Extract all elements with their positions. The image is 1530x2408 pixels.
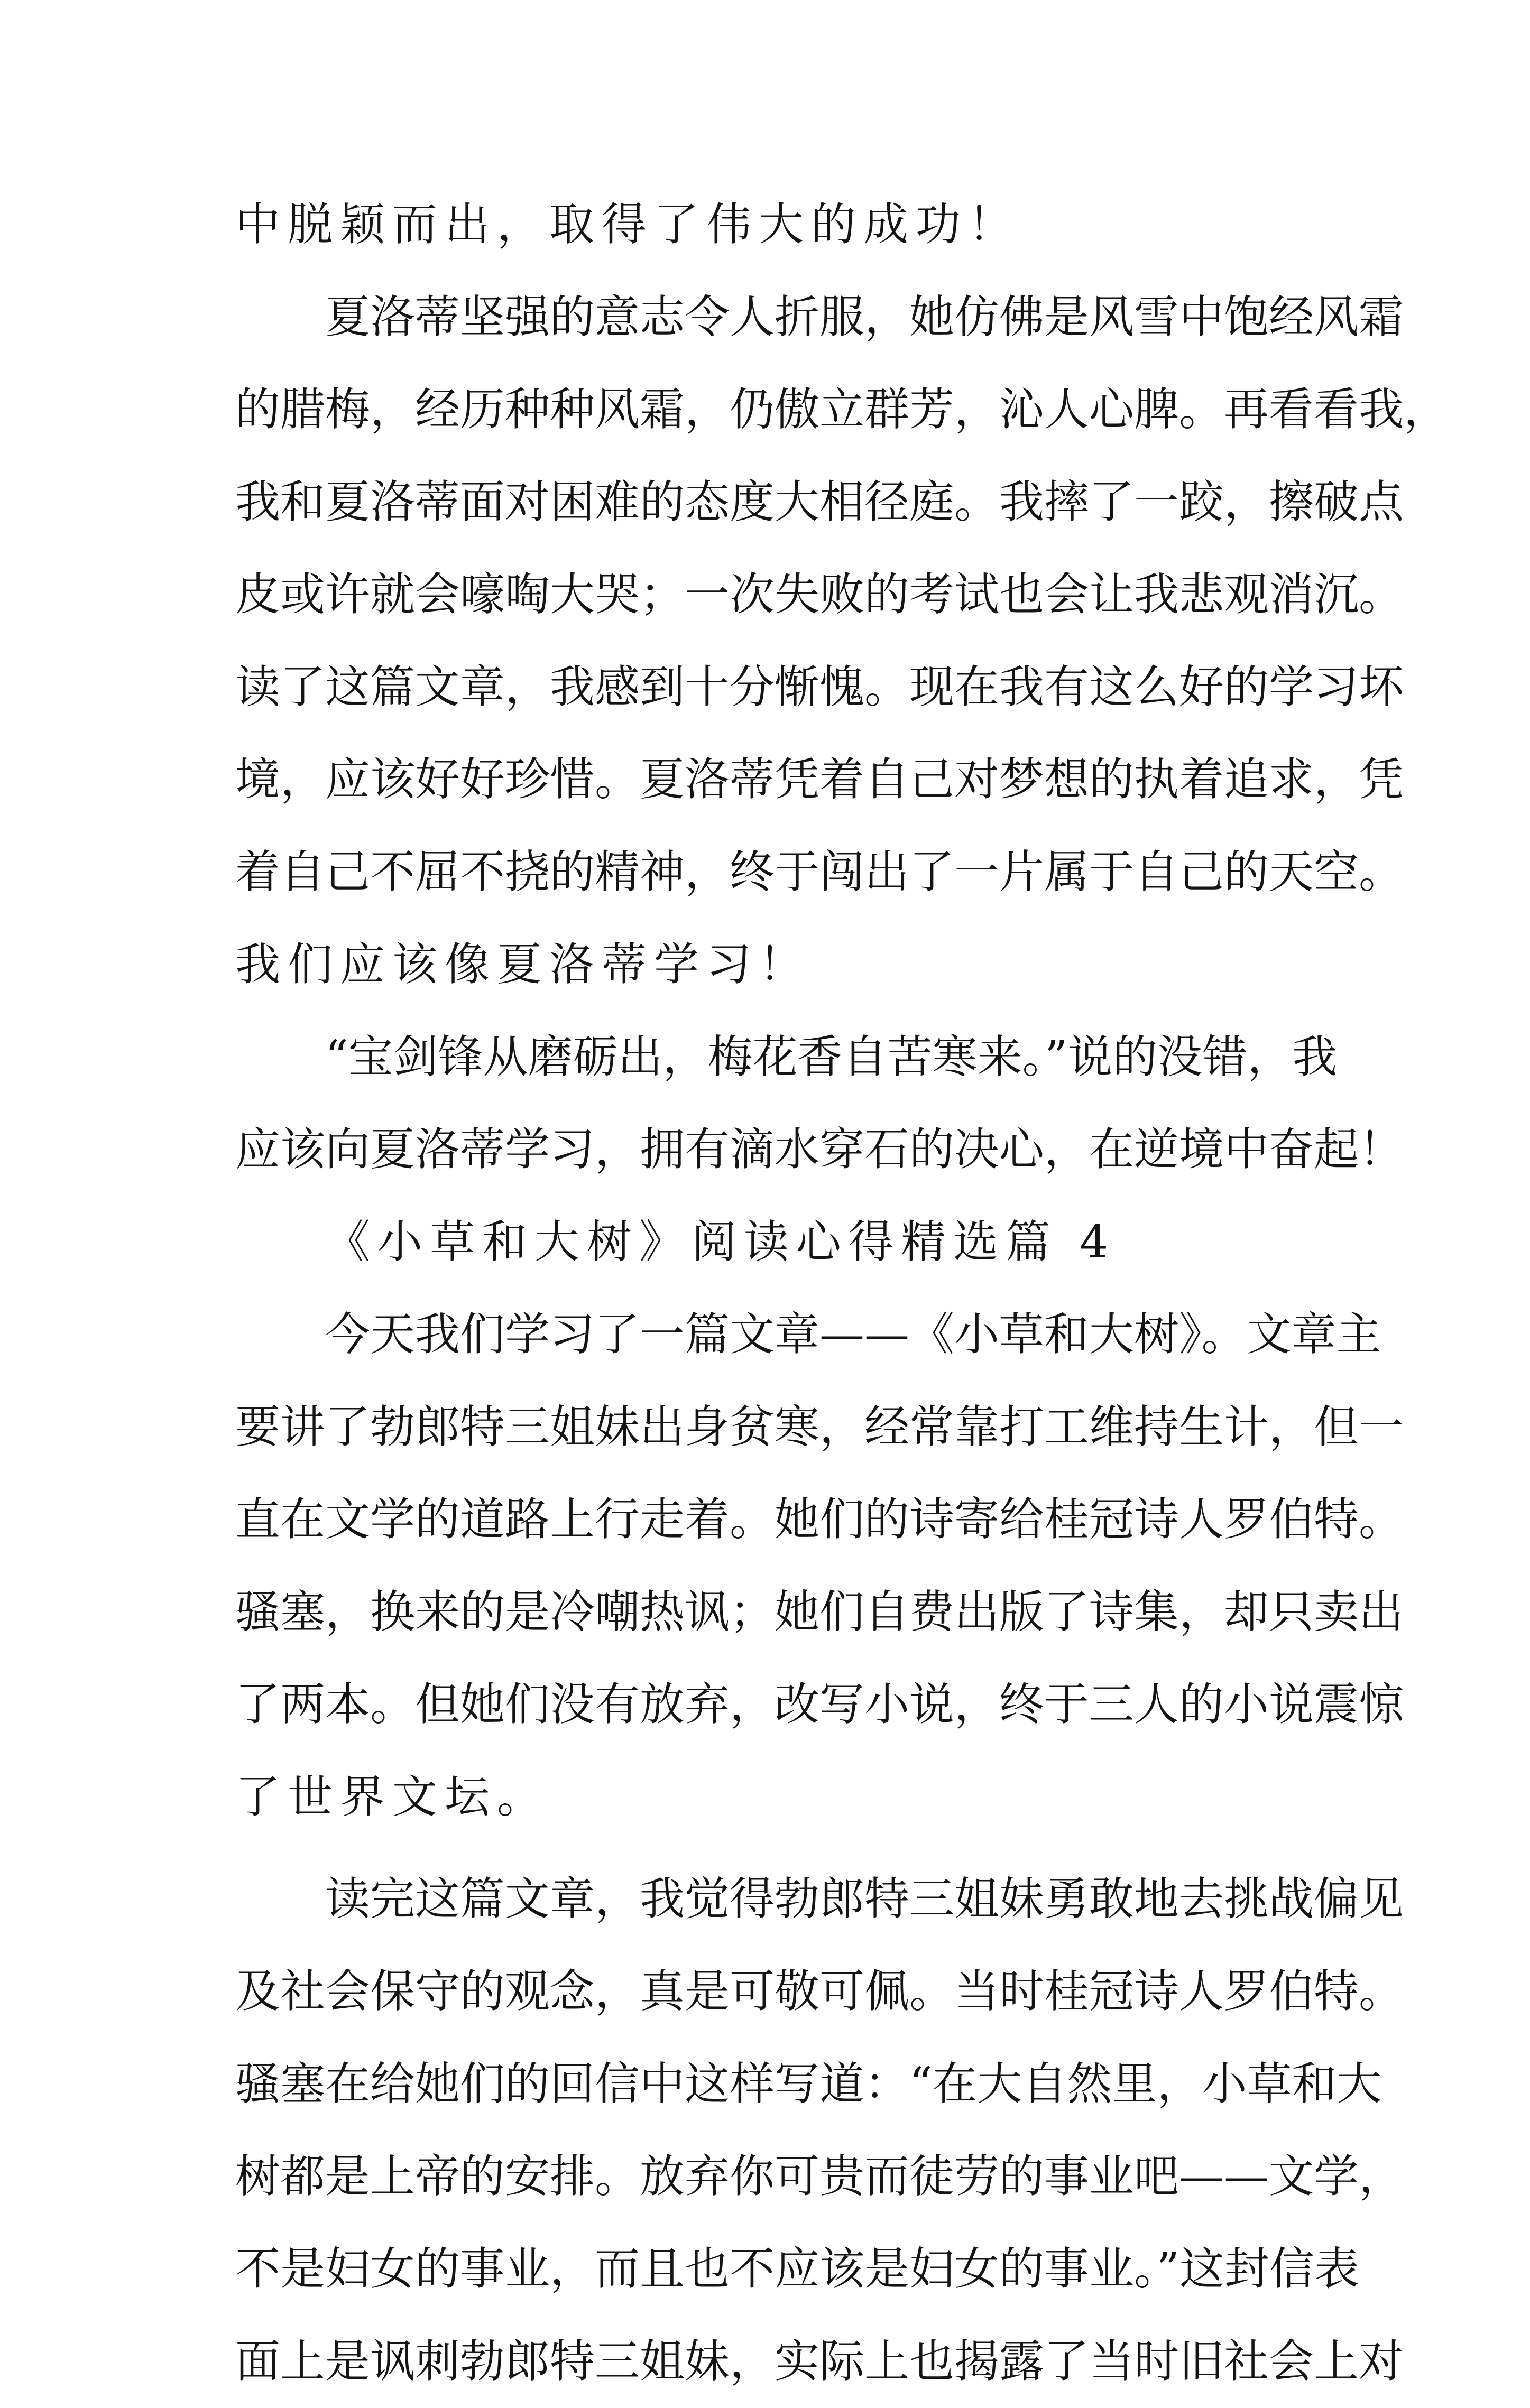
paragraph-start-line: 今天我们学习了一篇文章——《小草和大树》。文章主 <box>325 1309 1381 1361</box>
paragraph-gap <box>235 1844 1303 1853</box>
text-line: 要讲了勃郎特三姐妹出身贫寒，经常靠打工维持生计，但一 <box>235 1401 1404 1453</box>
paragraph-start-line: 夏洛蒂坚强的意志令人折服，她仿佛是风雪中饱经风霜 <box>325 291 1404 344</box>
text-line: 皮或许就会嚎啕大哭；一次失败的考试也会让我悲观消沉。 <box>235 569 1404 621</box>
text-line: 树都是上帝的安排。放弃你可贵而徒劳的事业吧——文学， <box>235 2151 1404 2203</box>
text-line: 中脱颖而出，取得了伟大的成功！ <box>235 199 1021 251</box>
text-line: 骚塞在给她们的回信中这样写道：“在大自然里，小草和大 <box>235 2058 1382 2110</box>
text-line: 骚塞，换来的是冷嘲热讽；她们自费出版了诗集，却只卖出 <box>235 1586 1404 1638</box>
text-line: 境，应该好好珍惜。夏洛蒂凭着自己对梦想的执着追求，凭 <box>235 754 1404 806</box>
section-heading: 《小草和大树》阅读心得精选篇 4 <box>325 1216 1116 1268</box>
text-line: 直在文学的道路上行走着。她们的诗寄给桂冠诗人罗伯特。 <box>235 1494 1404 1546</box>
text-line: 我和夏洛蒂面对困难的态度大相径庭。我摔了一跤，擦破点 <box>235 476 1404 529</box>
paragraph-start-line: 读完这篇文章，我觉得勃郎特三姐妹勇敢地去挑战偏见 <box>325 1873 1404 1925</box>
text-line: 了两本。但她们没有放弃，改写小说，终于三人的小说震惊 <box>235 1679 1404 1731</box>
text-line: 读了这篇文章，我感到十分惭愧。现在我有这么好的学习坏 <box>235 661 1404 714</box>
document-body <box>235 179 1449 2408</box>
text-line: 不是妇女的事业，而且也不应该是妇女的事业。”这封信表 <box>235 2243 1359 2295</box>
text-line: 的腊梅，经历种种风霜，仍傲立群芳，沁人心脾。再看看我， <box>235 384 1449 436</box>
text-line: 我们应该像夏洛蒂学习！ <box>235 939 812 991</box>
text-line: 面上是讽刺勃郎特三姐妹，实际上也揭露了当时旧社会上对 <box>235 2336 1404 2388</box>
text-line: 及社会保守的观念，真是可敬可佩。当时桂冠诗人罗伯特。 <box>235 1966 1404 2018</box>
text-line: 了世界文坛。 <box>235 1771 550 1823</box>
paragraph-start-line: “宝剑锋从磨砺出，梅花香自苦寒来。”说的没错，我 <box>325 1031 1338 1083</box>
text-line: 应该向夏洛蒂学习，拥有滴水穿石的决心，在逆境中奋起！ <box>235 1124 1404 1176</box>
text-line: 着自己不屈不挠的精神，终于闯出了一片属于自己的天空。 <box>235 846 1404 899</box>
